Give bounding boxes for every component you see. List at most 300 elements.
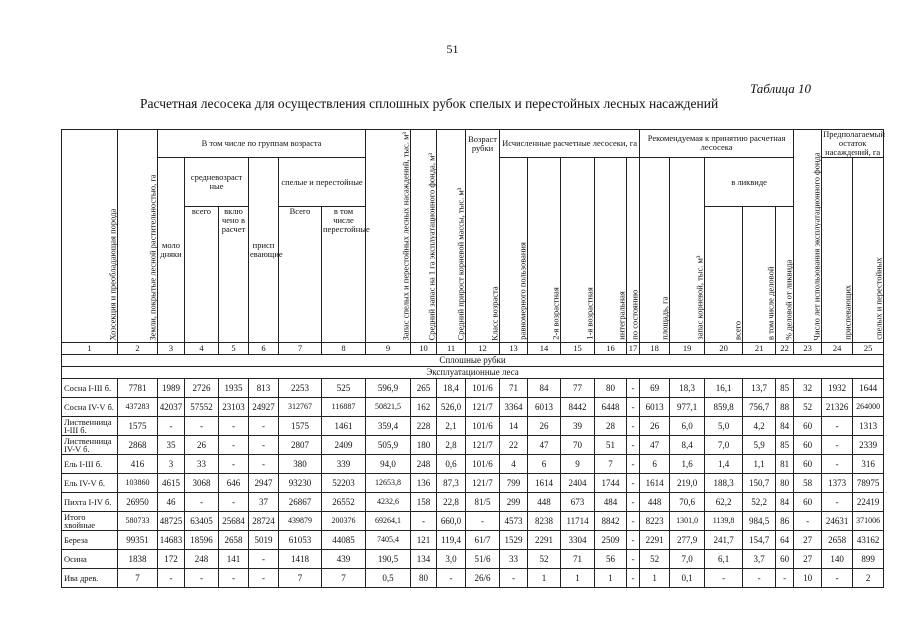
column-number: 2: [118, 343, 158, 355]
table-cell: -: [822, 455, 853, 474]
table-cell: 69264,1: [366, 512, 411, 531]
table-cell: 18,3: [670, 379, 705, 398]
table-cell: 2947: [249, 474, 279, 493]
header-age-groups: В том числе по группам возраста: [158, 130, 366, 158]
table-cell: -: [627, 455, 640, 474]
table-cell: 9: [561, 455, 595, 474]
table-cell: 121/7: [466, 436, 500, 455]
table-cell: 219,0: [670, 474, 705, 493]
column-number: 7: [279, 343, 322, 355]
table-cell: 3,7: [743, 550, 776, 569]
table-cell: 28: [595, 417, 627, 436]
table-cell: 60: [794, 493, 822, 512]
table-cell: 51: [595, 436, 627, 455]
column-number: 18: [640, 343, 670, 355]
header-stock-mature: Запас спелых и перестойных лесных насаждений, тыс. м³: [366, 130, 411, 343]
table-cell: 673: [561, 493, 595, 512]
table-cell: -: [627, 474, 640, 493]
table-cell: 141: [219, 550, 249, 569]
table-cell: -: [249, 569, 279, 588]
table-cell: 1461: [322, 417, 366, 436]
table-cell: 1529: [500, 531, 528, 550]
column-number: 10: [411, 343, 437, 355]
column-number: 3: [158, 343, 185, 355]
table-cell: 505,9: [366, 436, 411, 455]
column-number: 4: [185, 343, 219, 355]
table-cell: 57552: [185, 398, 219, 417]
header-middle-total: всего: [185, 207, 219, 343]
table-cell: 5,0: [705, 417, 743, 436]
table-cell: -: [500, 569, 528, 588]
table-cell: 43162: [853, 531, 884, 550]
row-label: Лиственница I-III б.: [62, 417, 118, 436]
table-row: [62, 569, 884, 588]
table-cell: 85: [776, 379, 794, 398]
table-cell: 439879: [279, 512, 322, 531]
table-cell: -: [249, 550, 279, 569]
table-cell: 1: [640, 569, 670, 588]
table-cell: 339: [322, 455, 366, 474]
table-cell: 52,2: [743, 493, 776, 512]
table-cell: 1418: [279, 550, 322, 569]
header-section: Хозсекция и преобладающая порода: [62, 130, 118, 343]
table-cell: -: [627, 379, 640, 398]
header-mature-remain: спелых и перестойных: [853, 157, 884, 343]
table-cell: -: [158, 569, 185, 588]
column-number: 9: [366, 343, 411, 355]
table-cell: 1313: [853, 417, 884, 436]
table-cell: 78975: [853, 474, 884, 493]
table-cell: 77: [561, 379, 595, 398]
table-cell: -: [158, 417, 185, 436]
table-cell: 33: [185, 455, 219, 474]
table-cell: 64: [776, 531, 794, 550]
table-cell: 756,7: [743, 398, 776, 417]
column-number: 16: [595, 343, 627, 355]
table-cell: 32: [794, 379, 822, 398]
table-cell: 7: [118, 569, 158, 588]
table-cell: -: [627, 436, 640, 455]
table-cell: 14683: [158, 531, 185, 550]
section-subtitle: Эксплуатационные леса: [62, 367, 884, 379]
header-cutting-age: Возраст рубки: [466, 130, 500, 158]
table-cell: 26: [528, 417, 561, 436]
table-cell: 4615: [158, 474, 185, 493]
table-cell: 26: [185, 436, 219, 455]
table-cell: 1838: [118, 550, 158, 569]
column-number: 12: [466, 343, 500, 355]
table-cell: 63405: [185, 512, 219, 531]
table-cell: 60: [794, 436, 822, 455]
table-cell: 84: [776, 417, 794, 436]
table-cell: 101/6: [466, 455, 500, 474]
table-cell: -: [627, 417, 640, 436]
row-label: Лиственница IV-V б.: [62, 436, 118, 455]
table-cell: 70: [561, 436, 595, 455]
column-number: 20: [705, 343, 743, 355]
table-cell: 23103: [219, 398, 249, 417]
header-premature-remain: приспевающих: [822, 157, 853, 343]
table-cell: 1614: [640, 474, 670, 493]
table-cell: 3,0: [437, 550, 466, 569]
header-mature-total: Всего: [279, 207, 322, 343]
table-cell: 1744: [595, 474, 627, 493]
table-cell: 0,1: [670, 569, 705, 588]
table-cell: 448: [528, 493, 561, 512]
table-cell: 380: [279, 455, 322, 474]
table-cell: 103860: [118, 474, 158, 493]
table-cell: 140: [822, 550, 853, 569]
lesoseka-table: [61, 129, 884, 588]
table-cell: 580733: [118, 512, 158, 531]
table-cell: 1935: [219, 379, 249, 398]
row-label: Ель IV-V б.: [62, 474, 118, 493]
column-number: 15: [561, 343, 595, 355]
table-label: Таблица 10: [750, 81, 812, 96]
column-number: 6: [249, 343, 279, 355]
column-number: 21: [743, 343, 776, 355]
table-cell: 1,6: [670, 455, 705, 474]
table-cell: 172: [158, 550, 185, 569]
row-label: Ива древ.: [62, 569, 118, 588]
table-cell: 264000: [853, 398, 884, 417]
table-row: [62, 379, 884, 398]
table-cell: 1644: [853, 379, 884, 398]
table-cell: 3364: [500, 398, 528, 417]
table-cell: 1989: [158, 379, 185, 398]
table-cell: 2,1: [437, 417, 466, 436]
table-cell: 27: [794, 550, 822, 569]
table-cell: 359,4: [366, 417, 411, 436]
header-liquid-total: всего: [705, 207, 743, 343]
table-cell: -: [627, 398, 640, 417]
table-cell: 86: [776, 512, 794, 531]
table-cell: 51/6: [466, 550, 500, 569]
table-cell: -: [249, 455, 279, 474]
table-cell: 2658: [822, 531, 853, 550]
table-cell: 26: [640, 417, 670, 436]
table-cell: 80: [411, 569, 437, 588]
table-cell: 437283: [118, 398, 158, 417]
table-cell: 84: [776, 493, 794, 512]
table-cell: 28724: [249, 512, 279, 531]
table-cell: 6: [640, 455, 670, 474]
header-business-pct: % деловой от ликвида: [776, 207, 794, 343]
table-row: [62, 474, 884, 493]
page-number: 51: [446, 42, 459, 56]
table-cell: 7: [595, 455, 627, 474]
table-cell: 35: [158, 436, 185, 455]
table-cell: 150,7: [743, 474, 776, 493]
table-cell: 46: [158, 493, 185, 512]
table-cell: -: [743, 569, 776, 588]
header-calculated-cuts: Исчисленные расчетные лесосеки, га: [500, 130, 640, 158]
column-number: 22: [776, 343, 794, 355]
table-cell: 371006: [853, 512, 884, 531]
table-cell: 799: [500, 474, 528, 493]
table-cell: 6448: [595, 398, 627, 417]
table-cell: 899: [853, 550, 884, 569]
table-cell: 1575: [279, 417, 322, 436]
table-cell: 93230: [279, 474, 322, 493]
column-number: 1: [62, 343, 118, 355]
column-number: 8: [322, 343, 366, 355]
table-cell: 8223: [640, 512, 670, 531]
table-cell: -: [627, 569, 640, 588]
table-cell: -: [411, 512, 437, 531]
table-row: [62, 417, 884, 436]
table-cell: 190,5: [366, 550, 411, 569]
table-cell: 4573: [500, 512, 528, 531]
table-cell: 2291: [528, 531, 561, 550]
table-cell: -: [219, 436, 249, 455]
table-cell: 646: [219, 474, 249, 493]
table-cell: 1614: [528, 474, 561, 493]
column-number: 14: [528, 343, 561, 355]
table-cell: -: [627, 512, 640, 531]
row-label: Сосна I-III б.: [62, 379, 118, 398]
table-cell: 69: [640, 379, 670, 398]
table-cell: 2,8: [437, 436, 466, 455]
table-cell: 6,0: [670, 417, 705, 436]
table-cell: 2726: [185, 379, 219, 398]
column-number-row: [62, 343, 884, 355]
table-cell: -: [822, 569, 853, 588]
table-cell: 299: [500, 493, 528, 512]
table-cell: -: [185, 417, 219, 436]
table-cell: 81/5: [466, 493, 500, 512]
table-cell: 24631: [822, 512, 853, 531]
table-cell: 14: [500, 417, 528, 436]
row-label: Итого хвойные: [62, 512, 118, 531]
table-cell: 70,6: [670, 493, 705, 512]
table-cell: 248: [411, 455, 437, 474]
header-avg-growth: Средний прирост корневой массы, тыс. м³: [437, 130, 466, 343]
table-cell: 277,9: [670, 531, 705, 550]
table-cell: 58: [794, 474, 822, 493]
table-cell: -: [219, 493, 249, 512]
table-cell: 2253: [279, 379, 322, 398]
table-cell: 6: [528, 455, 561, 474]
table-cell: -: [627, 493, 640, 512]
table-cell: 439: [322, 550, 366, 569]
table-cell: 39: [561, 417, 595, 436]
table-cell: 312767: [279, 398, 322, 417]
table-cell: 0,6: [437, 455, 466, 474]
header-uniform-use: равномерного пользования: [500, 157, 528, 343]
table-cell: 1139,8: [705, 512, 743, 531]
header-middle-aged: средневозраст ные: [185, 157, 249, 207]
header-liquid: в ликвиде: [705, 157, 794, 207]
header-remaining: Предполагаемый остаток насаждений, га: [823, 129, 885, 157]
table-cell: 121/7: [466, 474, 500, 493]
table-cell: 80: [776, 474, 794, 493]
table-cell: 61/7: [466, 531, 500, 550]
column-number: 24: [822, 343, 853, 355]
row-label: Осина: [62, 550, 118, 569]
table-cell: 42037: [158, 398, 185, 417]
column-number: 19: [670, 343, 705, 355]
table-cell: 21326: [822, 398, 853, 417]
table-cell: 81: [776, 455, 794, 474]
table-cell: 241,7: [705, 531, 743, 550]
table-cell: 52: [528, 550, 561, 569]
table-cell: 47: [528, 436, 561, 455]
header-mature: спелые и перестойные: [279, 157, 366, 207]
table-cell: -: [705, 569, 743, 588]
table-cell: 154,7: [743, 531, 776, 550]
table-row: [62, 398, 884, 417]
table-cell: 1: [595, 569, 627, 588]
table-cell: -: [249, 417, 279, 436]
table-cell: -: [627, 550, 640, 569]
column-number: 25: [853, 343, 884, 355]
table-cell: -: [185, 493, 219, 512]
table-cell: 188,3: [705, 474, 743, 493]
table-cell: 11714: [561, 512, 595, 531]
header-years-use: Число лет использования эксплуатационного фонда: [794, 130, 822, 343]
table-cell: 2868: [118, 436, 158, 455]
table-cell: 1373: [822, 474, 853, 493]
table-cell: 7,0: [705, 436, 743, 455]
table-cell: 50821,5: [366, 398, 411, 417]
table-cell: -: [822, 493, 853, 512]
column-number: 13: [500, 343, 528, 355]
table-cell: 228: [411, 417, 437, 436]
table-cell: 84: [528, 379, 561, 398]
table-cell: 119,4: [437, 531, 466, 550]
header-2nd-age: 2-я возрастная: [528, 157, 561, 343]
table-cell: 26950: [118, 493, 158, 512]
table-cell: 3068: [185, 474, 219, 493]
header-middle-included: вклю чено в расчет: [219, 207, 249, 343]
table-cell: 25684: [219, 512, 249, 531]
header-by-condition: по состоянию: [627, 157, 640, 343]
table-cell: 116887: [322, 398, 366, 417]
table-title: Расчетная лесосека для осуществления сплошных рубок спелых и перестойных лесных насаждений: [140, 96, 719, 111]
table-cell: 2: [853, 569, 884, 588]
header-1st-age: 1-я возрастная: [561, 157, 595, 343]
table-cell: -: [219, 455, 249, 474]
row-label: Береза: [62, 531, 118, 550]
table-cell: 22,8: [437, 493, 466, 512]
table-cell: 24927: [249, 398, 279, 417]
table-cell: 7,0: [670, 550, 705, 569]
table-cell: 158: [411, 493, 437, 512]
table-cell: 1: [528, 569, 561, 588]
table-cell: 60: [776, 550, 794, 569]
table-cell: 6013: [528, 398, 561, 417]
table-cell: 22: [500, 436, 528, 455]
table-cell: 60: [794, 455, 822, 474]
header-liquid-business: в том числе деловой: [743, 207, 776, 343]
table-cell: 121: [411, 531, 437, 550]
table-cell: -: [794, 512, 822, 531]
table-cell: 71: [561, 550, 595, 569]
table-cell: 2807: [279, 436, 322, 455]
header-root-stock: запас корневой, тыс. м³: [670, 157, 705, 343]
row-label: Пихта I-IV б.: [62, 493, 118, 512]
table-cell: 977,1: [670, 398, 705, 417]
table-cell: -: [219, 417, 249, 436]
table-cell: -: [822, 436, 853, 455]
header-recommended-cut: Рекомендуемая к принятию расчетная лесосека: [640, 130, 794, 158]
table-cell: 660,0: [437, 512, 466, 531]
table-cell: 248: [185, 550, 219, 569]
table-cell: 27: [794, 531, 822, 550]
table-cell: 7405,4: [366, 531, 411, 550]
table-cell: 2291: [640, 531, 670, 550]
table-cell: 525: [322, 379, 366, 398]
table-cell: 1,4: [705, 455, 743, 474]
table-cell: 88: [776, 398, 794, 417]
table-cell: 484: [595, 493, 627, 512]
table-cell: -: [822, 417, 853, 436]
table-cell: 448: [640, 493, 670, 512]
table-row: [62, 455, 884, 474]
table-cell: 316: [853, 455, 884, 474]
table-cell: 1,1: [743, 455, 776, 474]
table-cell: 5019: [249, 531, 279, 550]
table-cell: 44085: [322, 531, 366, 550]
table-cell: 48725: [158, 512, 185, 531]
table-cell: 0,5: [366, 569, 411, 588]
table-cell: 3: [158, 455, 185, 474]
table-cell: 94,0: [366, 455, 411, 474]
table-cell: 416: [118, 455, 158, 474]
column-number: 17: [627, 343, 640, 355]
table-cell: 47: [640, 436, 670, 455]
table-cell: 60: [794, 417, 822, 436]
table-cell: 18,4: [437, 379, 466, 398]
table-cell: 526,0: [437, 398, 466, 417]
row-label: Сосна IV-V б.: [62, 398, 118, 417]
section-title: Сплошные рубки: [62, 355, 884, 367]
row-label: Ель I-III б.: [62, 455, 118, 474]
table-cell: 26867: [279, 493, 322, 512]
table-cell: 101/6: [466, 417, 500, 436]
table-row: [62, 493, 884, 512]
table-cell: 596,9: [366, 379, 411, 398]
table-cell: 2658: [219, 531, 249, 550]
table-cell: 61053: [279, 531, 322, 550]
header-young: моло дняки: [158, 157, 185, 343]
table-cell: 162: [411, 398, 437, 417]
table-row: [62, 550, 884, 569]
table-cell: 136: [411, 474, 437, 493]
table-cell: 265: [411, 379, 437, 398]
table-cell: 26552: [322, 493, 366, 512]
table-cell: -: [437, 569, 466, 588]
table-cell: -: [219, 569, 249, 588]
table-cell: 8238: [528, 512, 561, 531]
table-cell: 8842: [595, 512, 627, 531]
table-cell: 6,1: [705, 550, 743, 569]
table-row: [62, 436, 884, 455]
table-cell: 80: [595, 379, 627, 398]
table-row: [62, 512, 884, 531]
table-cell: 52: [640, 550, 670, 569]
header-overmature: в том числе перестойные: [322, 207, 366, 343]
table-cell: 4,2: [743, 417, 776, 436]
table-cell: 3304: [561, 531, 595, 550]
table-cell: 4232,6: [366, 493, 411, 512]
table-cell: 22419: [853, 493, 884, 512]
table-cell: -: [627, 531, 640, 550]
table-cell: 1575: [118, 417, 158, 436]
table-cell: 87,3: [437, 474, 466, 493]
table-cell: 1301,0: [670, 512, 705, 531]
